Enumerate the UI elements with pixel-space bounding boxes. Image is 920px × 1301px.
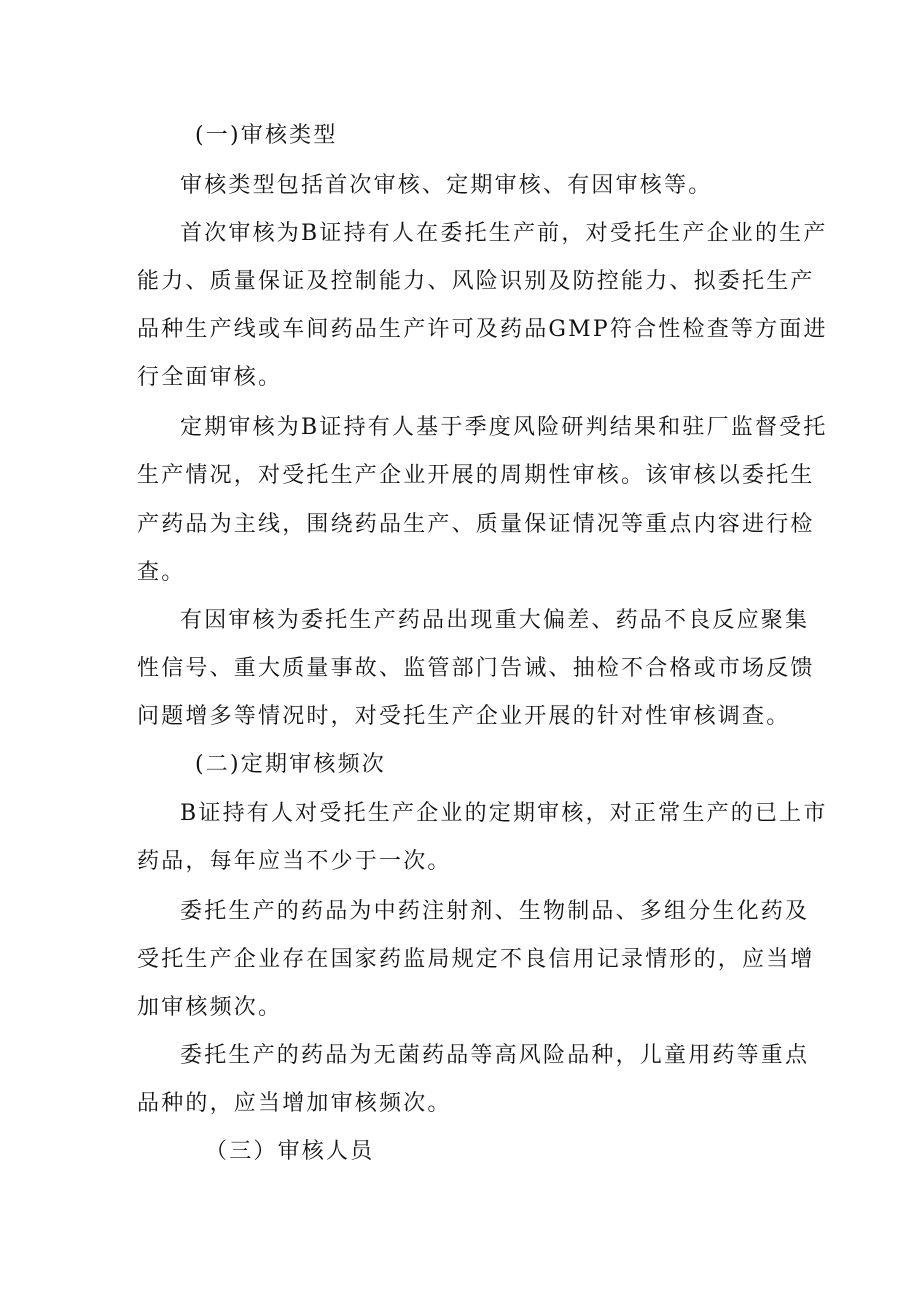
- paragraph-line: 委托生产的药品为中药注射剂、生物制品、多组分生化药及: [180, 899, 810, 924]
- paragraph-line: 行全面审核。: [137, 365, 283, 390]
- paragraph-line: 能力、质量保证及控制能力、风险识别及防控能力、拟委托生产: [137, 269, 815, 294]
- paragraph-line: 定期审核为B证持有人基于季度风险研判结果和驻厂监督受托: [180, 415, 828, 440]
- paragraph-line: 品种的，应当增加审核频次。: [137, 1091, 452, 1116]
- paragraph-line: 有因审核为委托生产药品出现重大偏差、药品不良反应聚集: [180, 608, 810, 633]
- section-heading-2: (二)定期审核频次: [195, 752, 386, 777]
- section-heading-3: （三）审核人员: [205, 1139, 375, 1164]
- paragraph-line: 查。: [137, 560, 186, 585]
- paragraph-line: 审核类型包括首次审核、定期审核、有因审核等。: [180, 173, 713, 198]
- paragraph-line: 品种生产线或车间药品生产许可及药品GMP符合性检查等方面进: [137, 317, 828, 342]
- paragraph-line: 首次审核为B证持有人在委托生产前，对受托生产企业的生产: [180, 221, 828, 246]
- paragraph-line: 药品，每年应当不少于一次。: [137, 849, 452, 874]
- paragraph-line: 产药品为主线，围绕药品生产、质量保证情况等重点内容进行检: [137, 512, 815, 537]
- paragraph-line: 受托生产企业存在国家药监局规定不良信用记录情形的，应当增: [137, 947, 815, 972]
- paragraph-line: 加审核频次。: [137, 995, 283, 1020]
- paragraph-line: 生产情况，对受托生产企业开展的周期性审核。该审核以委托生: [137, 463, 815, 488]
- paragraph-line: 性信号、重大质量事故、监管部门告诫、抽检不合格或市场反馈: [137, 656, 815, 681]
- paragraph-line: B证持有人对受托生产企业的定期审核，对正常生产的已上市: [180, 801, 828, 826]
- section-heading-1: (一)审核类型: [195, 123, 338, 148]
- paragraph-line: 委托生产的药品为无菌药品等高风险品种，儿童用药等重点: [180, 1043, 810, 1068]
- paragraph-line: 问题增多等情况时，对受托生产企业开展的针对性审核调查。: [137, 704, 791, 729]
